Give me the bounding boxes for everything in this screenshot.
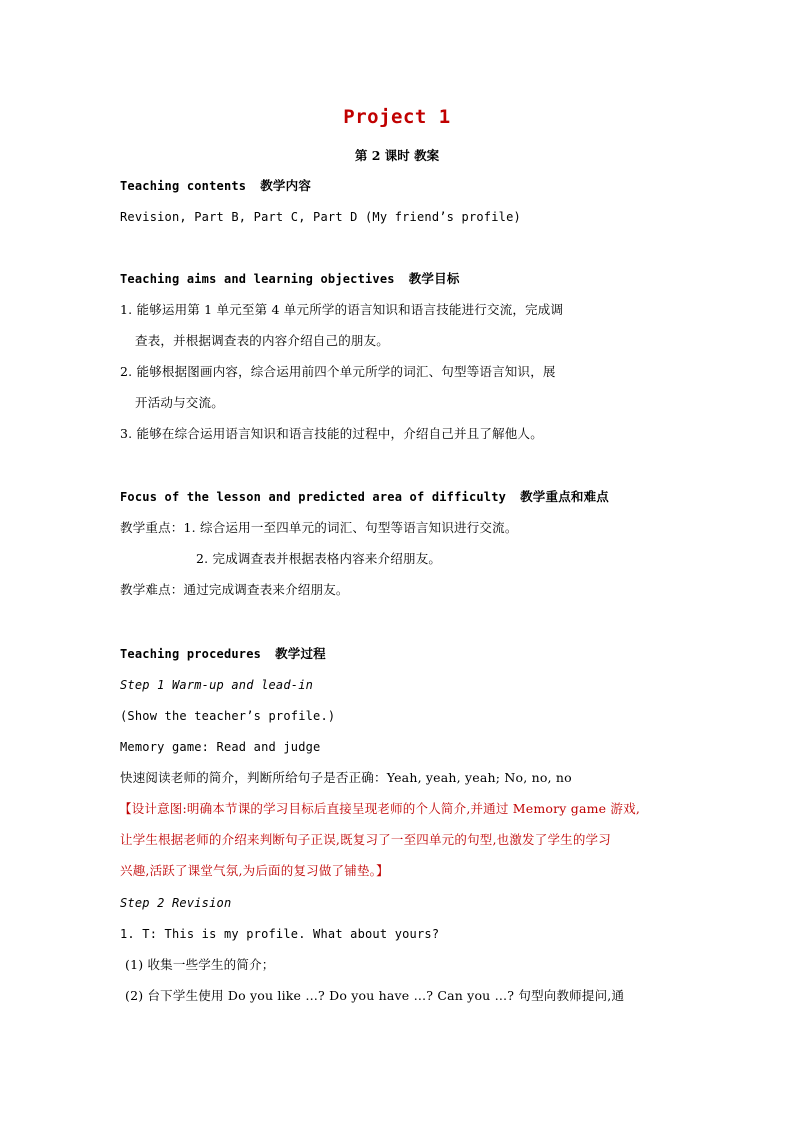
procedures-heading [120,646,326,662]
focus-key-1: 1. 综合运用一至四单元的词汇、句型等语言知识进行交流。 [183,520,518,535]
procedures-heading-cn: 教学过程 [275,646,326,661]
step-1-heading: Step 1 Warm-up and lead-in [120,678,314,692]
step-2-item-1: 1. T: This is my profile. What about yours? [120,927,440,941]
step-2-sub-1: (1) 收集一些学生的简介； [125,957,275,972]
contents-text: Revision, Part B, Part C, Part D (My friend’s profile) [120,210,521,224]
aims-item-3: 3. 能够在综合运用语言知识和语言技能的过程中，介绍自己并且了解他人。 [120,426,543,441]
aims-item-1-line-1: 1. 能够运用第 1 单元至第 4 单元所学的语言知识和语言技能进行交流，完成调 [120,302,564,317]
contents-heading-cn: 教学内容 [260,178,312,193]
focus-heading-en: Focus of the lesson and predicted area of difficulty [120,490,507,504]
focus-heading [120,489,609,505]
procedures-heading-en: Teaching procedures [120,647,262,661]
design-intent-line-2: 让学生根据老师的介绍来判断句子正误,既复习了一至四单元的句型,也激发了学生的学习 [120,832,611,847]
contents-heading [120,178,311,194]
step-1-game: Memory game: Read and judge [120,740,321,754]
step-1-task: 快速阅读老师的简介，判断所给句子是否正确：Yeah, yeah, yeah; No, no, no [120,770,572,785]
step-2-sub-2: (2) 台下学生使用 Do you like …? Do you have …? Can you …? 句型向教师提问,通 [125,988,625,1003]
step-2-heading: Step 2 Revision [120,896,232,910]
aims-heading-cn: 教学目标 [408,271,460,286]
design-intent-line-1: 【设计意图:明确本节课的学习目标后直接呈现老师的个人简介,并通过 Memory game 游戏, [119,801,640,816]
focus-key-2: 2. 完成调查表并根据表格内容来介绍朋友。 [196,551,442,566]
aims-item-2-line-2: 开活动与交流。 [135,395,224,410]
design-intent-line-3: 兴趣,活跃了课堂气氛,为后面的复习做了铺垫。】 [120,863,389,878]
lesson-subtitle: 第 2 课时 教案 [354,148,440,163]
focus-difficulty: 教学难点：通过完成调查表来介绍朋友。 [120,582,349,597]
aims-item-2-line-1: 2. 能够根据图画内容，综合运用前四个单元所学的词汇、句型等语言知识，展 [120,364,556,379]
focus-key-line [120,520,518,536]
focus-key-label: 教学重点： [120,520,184,535]
document-title: Project 1 [343,106,451,128]
aims-item-1-line-2: 查表，并根据调查表的内容介绍自己的朋友。 [135,333,390,348]
aims-heading-en: Teaching aims and learning objectives [120,272,395,286]
step-1-show: (Show the teacher’s profile.) [120,709,336,723]
aims-heading [120,271,460,287]
focus-heading-cn: 教学重点和难点 [520,489,609,504]
contents-heading-en: Teaching contents [120,179,247,193]
